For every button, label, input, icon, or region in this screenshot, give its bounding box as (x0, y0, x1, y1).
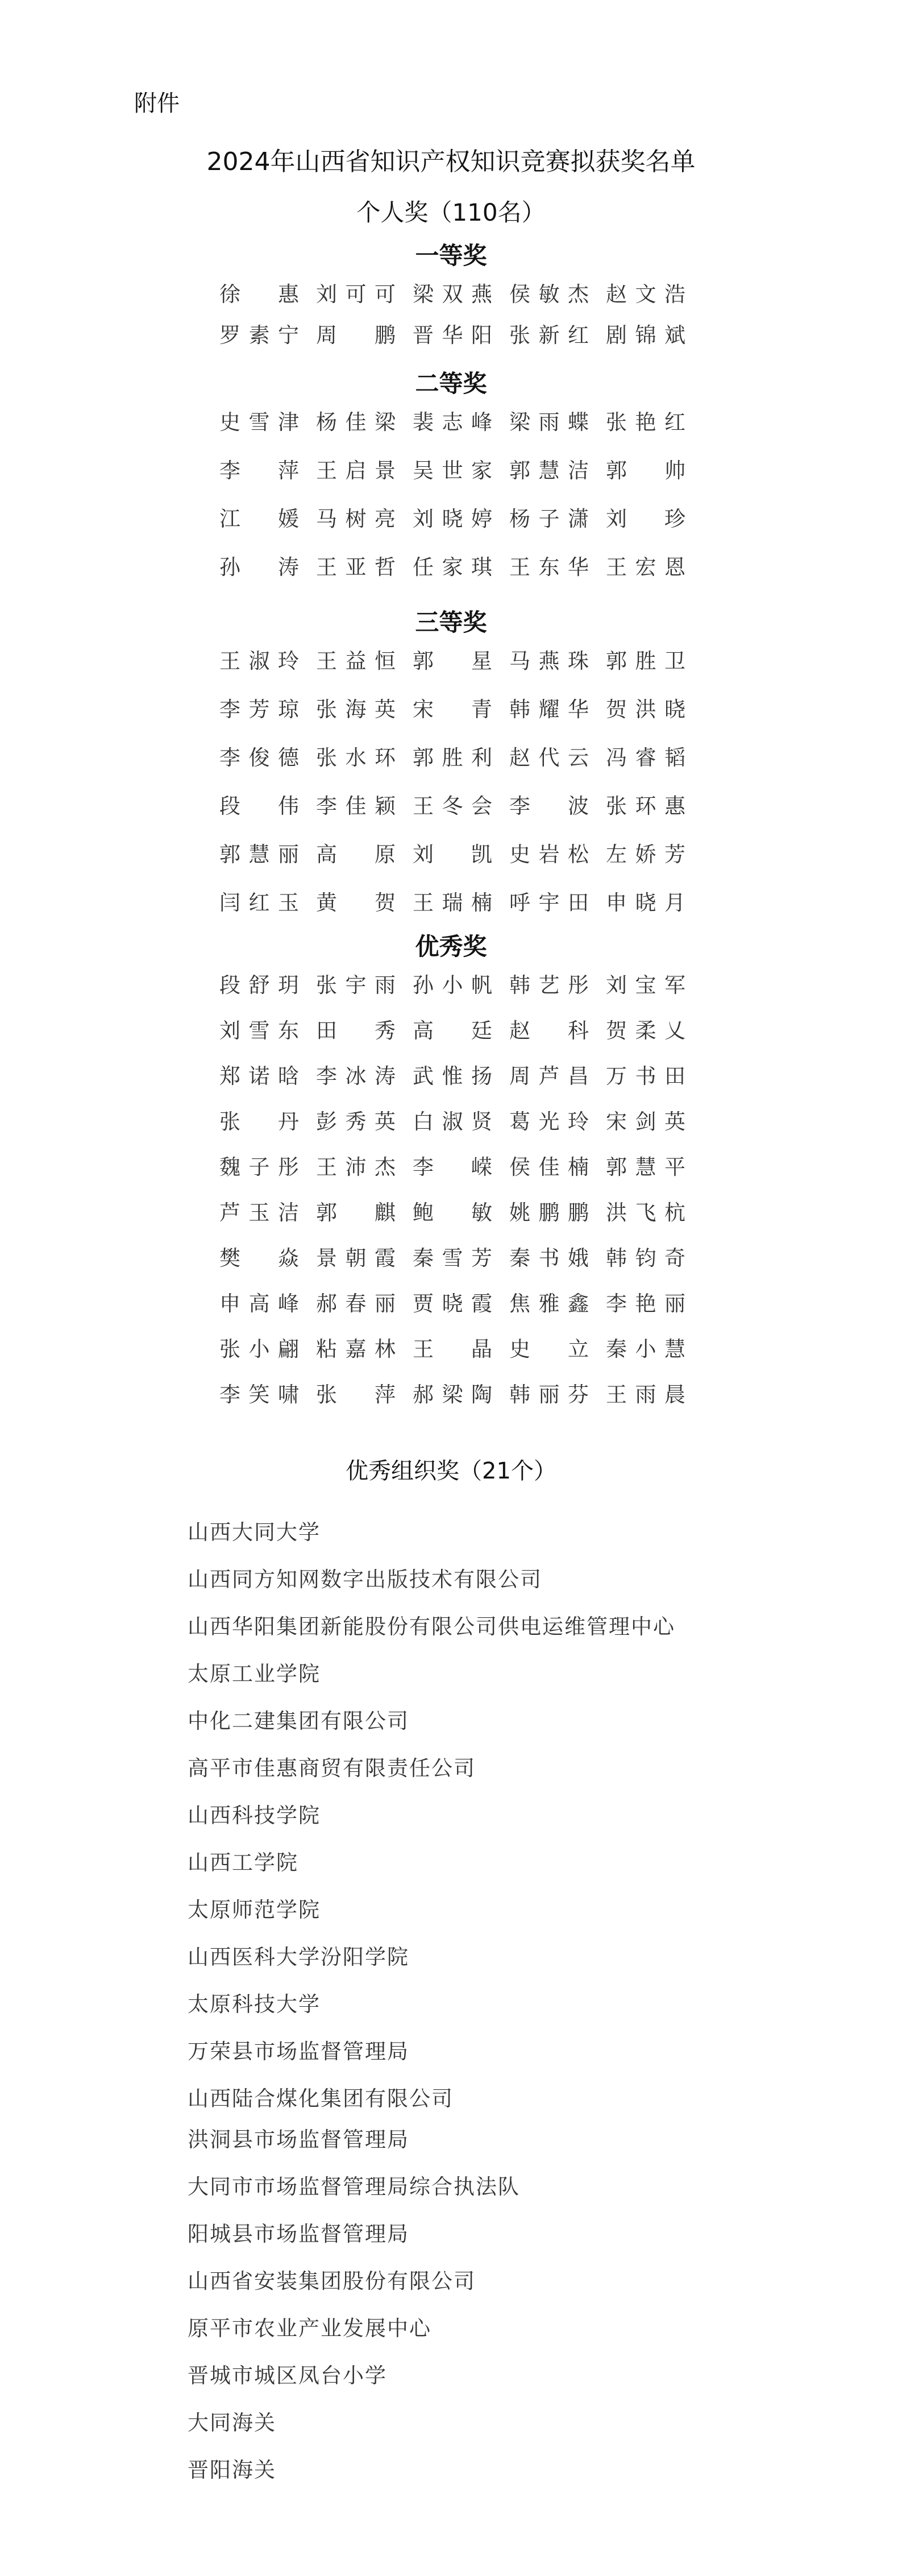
winner-name: 史岩松 (509, 842, 589, 867)
name-row (0, 886, 902, 920)
winner-name: 景朝霞 (316, 1246, 396, 1270)
winner-name: 郭胜利 (413, 746, 492, 770)
organization-item: 原平市农业产业发展中心 (188, 2316, 431, 2341)
organization-item: 万荣县市场监督管理局 (188, 2039, 409, 2064)
winner-name: 侯佳楠 (509, 1155, 589, 1179)
name-row (0, 278, 902, 312)
name-row (0, 1241, 902, 1275)
winner-name: 芦玉洁 (219, 1200, 299, 1225)
name-row (0, 968, 902, 1003)
organization-item: 山西医科大学汾阳学院 (188, 1945, 409, 1969)
organization-item: 太原师范学院 (188, 1898, 321, 1922)
winner-name: 王淑玲 (219, 649, 299, 673)
organization-item: 高平市佳惠商贸有限责任公司 (188, 1756, 476, 1780)
winner-name: 葛光玲 (509, 1109, 589, 1134)
winner-name: 王冬会 (413, 794, 492, 818)
winner-name: 王 晶 (413, 1337, 492, 1361)
winner-name: 刘可可 (316, 282, 396, 307)
winner-name: 王雨晨 (606, 1382, 685, 1407)
winner-name: 李佳颖 (316, 794, 396, 818)
winner-name: 张艳红 (606, 410, 685, 434)
name-row (0, 1150, 902, 1185)
winner-name: 刘宝军 (606, 973, 685, 997)
winner-name: 张 萍 (316, 1382, 396, 1407)
winner-name: 王益恒 (316, 649, 396, 673)
winner-name: 江 媛 (219, 507, 299, 531)
winner-name: 周芦昌 (509, 1064, 589, 1088)
winner-name: 张海英 (316, 697, 396, 722)
winner-name: 黄 贺 (316, 891, 396, 915)
organization-item: 阳城县市场监督管理局 (188, 2222, 409, 2246)
name-row (0, 693, 902, 727)
winner-name: 闫红玉 (219, 891, 299, 915)
winner-name: 贾晓霞 (413, 1291, 492, 1316)
organization-item: 山西陆合煤化集团有限公司 (188, 2086, 454, 2111)
document-title: 2024年山西省知识产权知识竞赛拟获奖名单 (206, 147, 696, 176)
winner-name: 赵 科 (509, 1018, 589, 1043)
name-row (0, 550, 902, 585)
winner-name: 秦书娥 (509, 1246, 589, 1270)
winner-name: 孙 涛 (219, 555, 299, 579)
tier-title: 优秀奖 (415, 933, 487, 960)
individual-award-heading: 个人奖（110名） (356, 198, 546, 226)
winner-name: 姚鹏鹏 (509, 1200, 589, 1225)
name-row (0, 1332, 902, 1366)
winner-name: 李俊德 (219, 746, 299, 770)
winner-name: 王沛杰 (316, 1155, 396, 1179)
tier-title: 三等奖 (415, 608, 487, 636)
organization-item: 山西科技学院 (188, 1803, 321, 1828)
winner-name: 万书田 (606, 1064, 685, 1088)
winner-name: 王东华 (509, 555, 589, 579)
name-row (0, 741, 902, 775)
winner-name: 郭胜卫 (606, 649, 685, 673)
winner-name: 宋剑英 (606, 1109, 685, 1134)
organization-award-heading: 优秀组织奖（21个） (346, 1458, 556, 1484)
winner-name: 彭秀英 (316, 1109, 396, 1134)
winner-name: 张小翩 (219, 1337, 299, 1361)
winner-name: 秦雪芳 (413, 1246, 492, 1270)
winner-name: 高 廷 (413, 1018, 492, 1043)
name-row (0, 838, 902, 872)
winner-name: 史 立 (509, 1337, 589, 1361)
organization-item: 山西同方知网数字出版技术有限公司 (188, 1567, 542, 1592)
name-row (0, 405, 902, 440)
winner-name: 张水环 (316, 746, 396, 770)
winner-name: 洪飞杭 (606, 1200, 685, 1225)
winner-name: 刘晓婷 (413, 507, 492, 531)
winner-name: 段舒玥 (219, 973, 299, 997)
winner-name: 王宏恩 (606, 555, 685, 579)
winner-name: 裴志峰 (413, 410, 492, 434)
winner-name: 宋 青 (413, 697, 492, 722)
name-row (0, 1014, 902, 1048)
tier-title: 二等奖 (415, 370, 487, 397)
name-row (0, 1287, 902, 1321)
winner-name: 晋华阳 (413, 323, 492, 347)
winner-name: 郭慧丽 (219, 842, 299, 867)
winner-name: 李 波 (509, 794, 589, 818)
winner-name: 张环惠 (606, 794, 685, 818)
winner-name: 韩丽芬 (509, 1382, 589, 1407)
winner-name: 王启景 (316, 458, 396, 483)
winner-name: 申高峰 (219, 1291, 299, 1316)
name-row (0, 1105, 902, 1139)
winner-name: 剧锦斌 (606, 323, 685, 347)
winner-name: 贺柔乂 (606, 1018, 685, 1043)
winner-name: 张 丹 (219, 1109, 299, 1134)
winner-name: 段 伟 (219, 794, 299, 818)
winner-name: 王瑞楠 (413, 891, 492, 915)
winner-name: 李笑啸 (219, 1382, 299, 1407)
winner-name: 郑诺晗 (219, 1064, 299, 1088)
winner-name: 贺洪晓 (606, 697, 685, 722)
name-row (0, 1378, 902, 1412)
winner-name: 韩钧奇 (606, 1246, 685, 1270)
winner-name: 马燕珠 (509, 649, 589, 673)
winner-name: 梁雨蝶 (509, 410, 589, 434)
name-row (0, 502, 902, 536)
winner-name: 申晓月 (606, 891, 685, 915)
winner-name: 郝春丽 (316, 1291, 396, 1316)
winner-name: 郭慧洁 (509, 458, 589, 483)
organization-item: 山西省安装集团股份有限公司 (188, 2269, 476, 2293)
winner-name: 任家琪 (413, 555, 492, 579)
winner-name: 梁双燕 (413, 282, 492, 307)
name-row (0, 1196, 902, 1230)
organization-item: 太原工业学院 (188, 1662, 321, 1686)
winner-name: 粘嘉林 (316, 1337, 396, 1361)
name-row (0, 644, 902, 678)
winner-name: 鲍 敏 (413, 1200, 492, 1225)
winner-name: 刘 凯 (413, 842, 492, 867)
winner-name: 高 原 (316, 842, 396, 867)
winner-name: 吴世家 (413, 458, 492, 483)
name-row (0, 318, 902, 353)
winner-name: 韩耀华 (509, 697, 589, 722)
winner-name: 李艳丽 (606, 1291, 685, 1316)
winner-name: 徐 惠 (219, 282, 299, 307)
tier-title: 一等奖 (415, 242, 487, 270)
winner-name: 呼宇田 (509, 891, 589, 915)
organization-item: 大同市市场监督管理局综合执法队 (188, 2175, 520, 2199)
winner-name: 郭 帅 (606, 458, 685, 483)
winner-name: 郭慧平 (606, 1155, 685, 1179)
winner-name: 韩艺彤 (509, 973, 589, 997)
winner-name: 张宇雨 (316, 973, 396, 997)
winner-name: 刘 珍 (606, 507, 685, 531)
name-row (0, 454, 902, 488)
winner-name: 李芳琼 (219, 697, 299, 722)
winner-name: 刘雪东 (219, 1018, 299, 1043)
winner-name: 武惟扬 (413, 1064, 492, 1088)
winner-name: 冯睿韬 (606, 746, 685, 770)
organization-item: 中化二建集团有限公司 (188, 1709, 409, 1733)
winner-name: 魏子彤 (219, 1155, 299, 1179)
winner-name: 杨佳梁 (316, 410, 396, 434)
winner-name: 李冰涛 (316, 1064, 396, 1088)
winner-name: 杨子潇 (509, 507, 589, 531)
winner-name: 侯敏杰 (509, 282, 589, 307)
winner-name: 左娇芳 (606, 842, 685, 867)
winner-name: 田 秀 (316, 1018, 396, 1043)
organization-item: 洪洞县市场监督管理局 (188, 2127, 409, 2152)
organization-item: 晋阳海关 (188, 2458, 276, 2482)
winner-name: 周 鹏 (316, 323, 396, 347)
winner-name: 赵代云 (509, 746, 589, 770)
attachment-label: 附件 (134, 90, 180, 117)
winner-name: 郭 麒 (316, 1200, 396, 1225)
organization-item: 太原科技大学 (188, 1992, 321, 2016)
organization-item: 山西华阳集团新能股份有限公司供电运维管理中心 (188, 1614, 675, 1639)
winner-name: 郭 星 (413, 649, 492, 673)
winner-name: 白淑贤 (413, 1109, 492, 1134)
winner-name: 郝梁陶 (413, 1382, 492, 1407)
winner-name: 李 萍 (219, 458, 299, 483)
organization-item: 山西工学院 (188, 1850, 298, 1875)
organization-item: 大同海关 (188, 2411, 276, 2435)
winner-name: 罗素宁 (219, 323, 299, 347)
winner-name: 秦小慧 (606, 1337, 685, 1361)
winner-name: 张新红 (509, 323, 589, 347)
winner-name: 樊 焱 (219, 1246, 299, 1270)
winner-name: 赵文浩 (606, 282, 685, 307)
winner-name: 焦雅鑫 (509, 1291, 589, 1316)
winner-name: 王亚哲 (316, 555, 396, 579)
name-row (0, 789, 902, 823)
winner-name: 马树亮 (316, 507, 396, 531)
winner-name: 孙小帆 (413, 973, 492, 997)
winner-name: 史雪津 (219, 410, 299, 434)
organization-item: 晋城市城区凤台小学 (188, 2363, 387, 2388)
name-row (0, 1059, 902, 1094)
winner-name: 李 嵘 (413, 1155, 492, 1179)
organization-item: 山西大同大学 (188, 1520, 321, 1544)
